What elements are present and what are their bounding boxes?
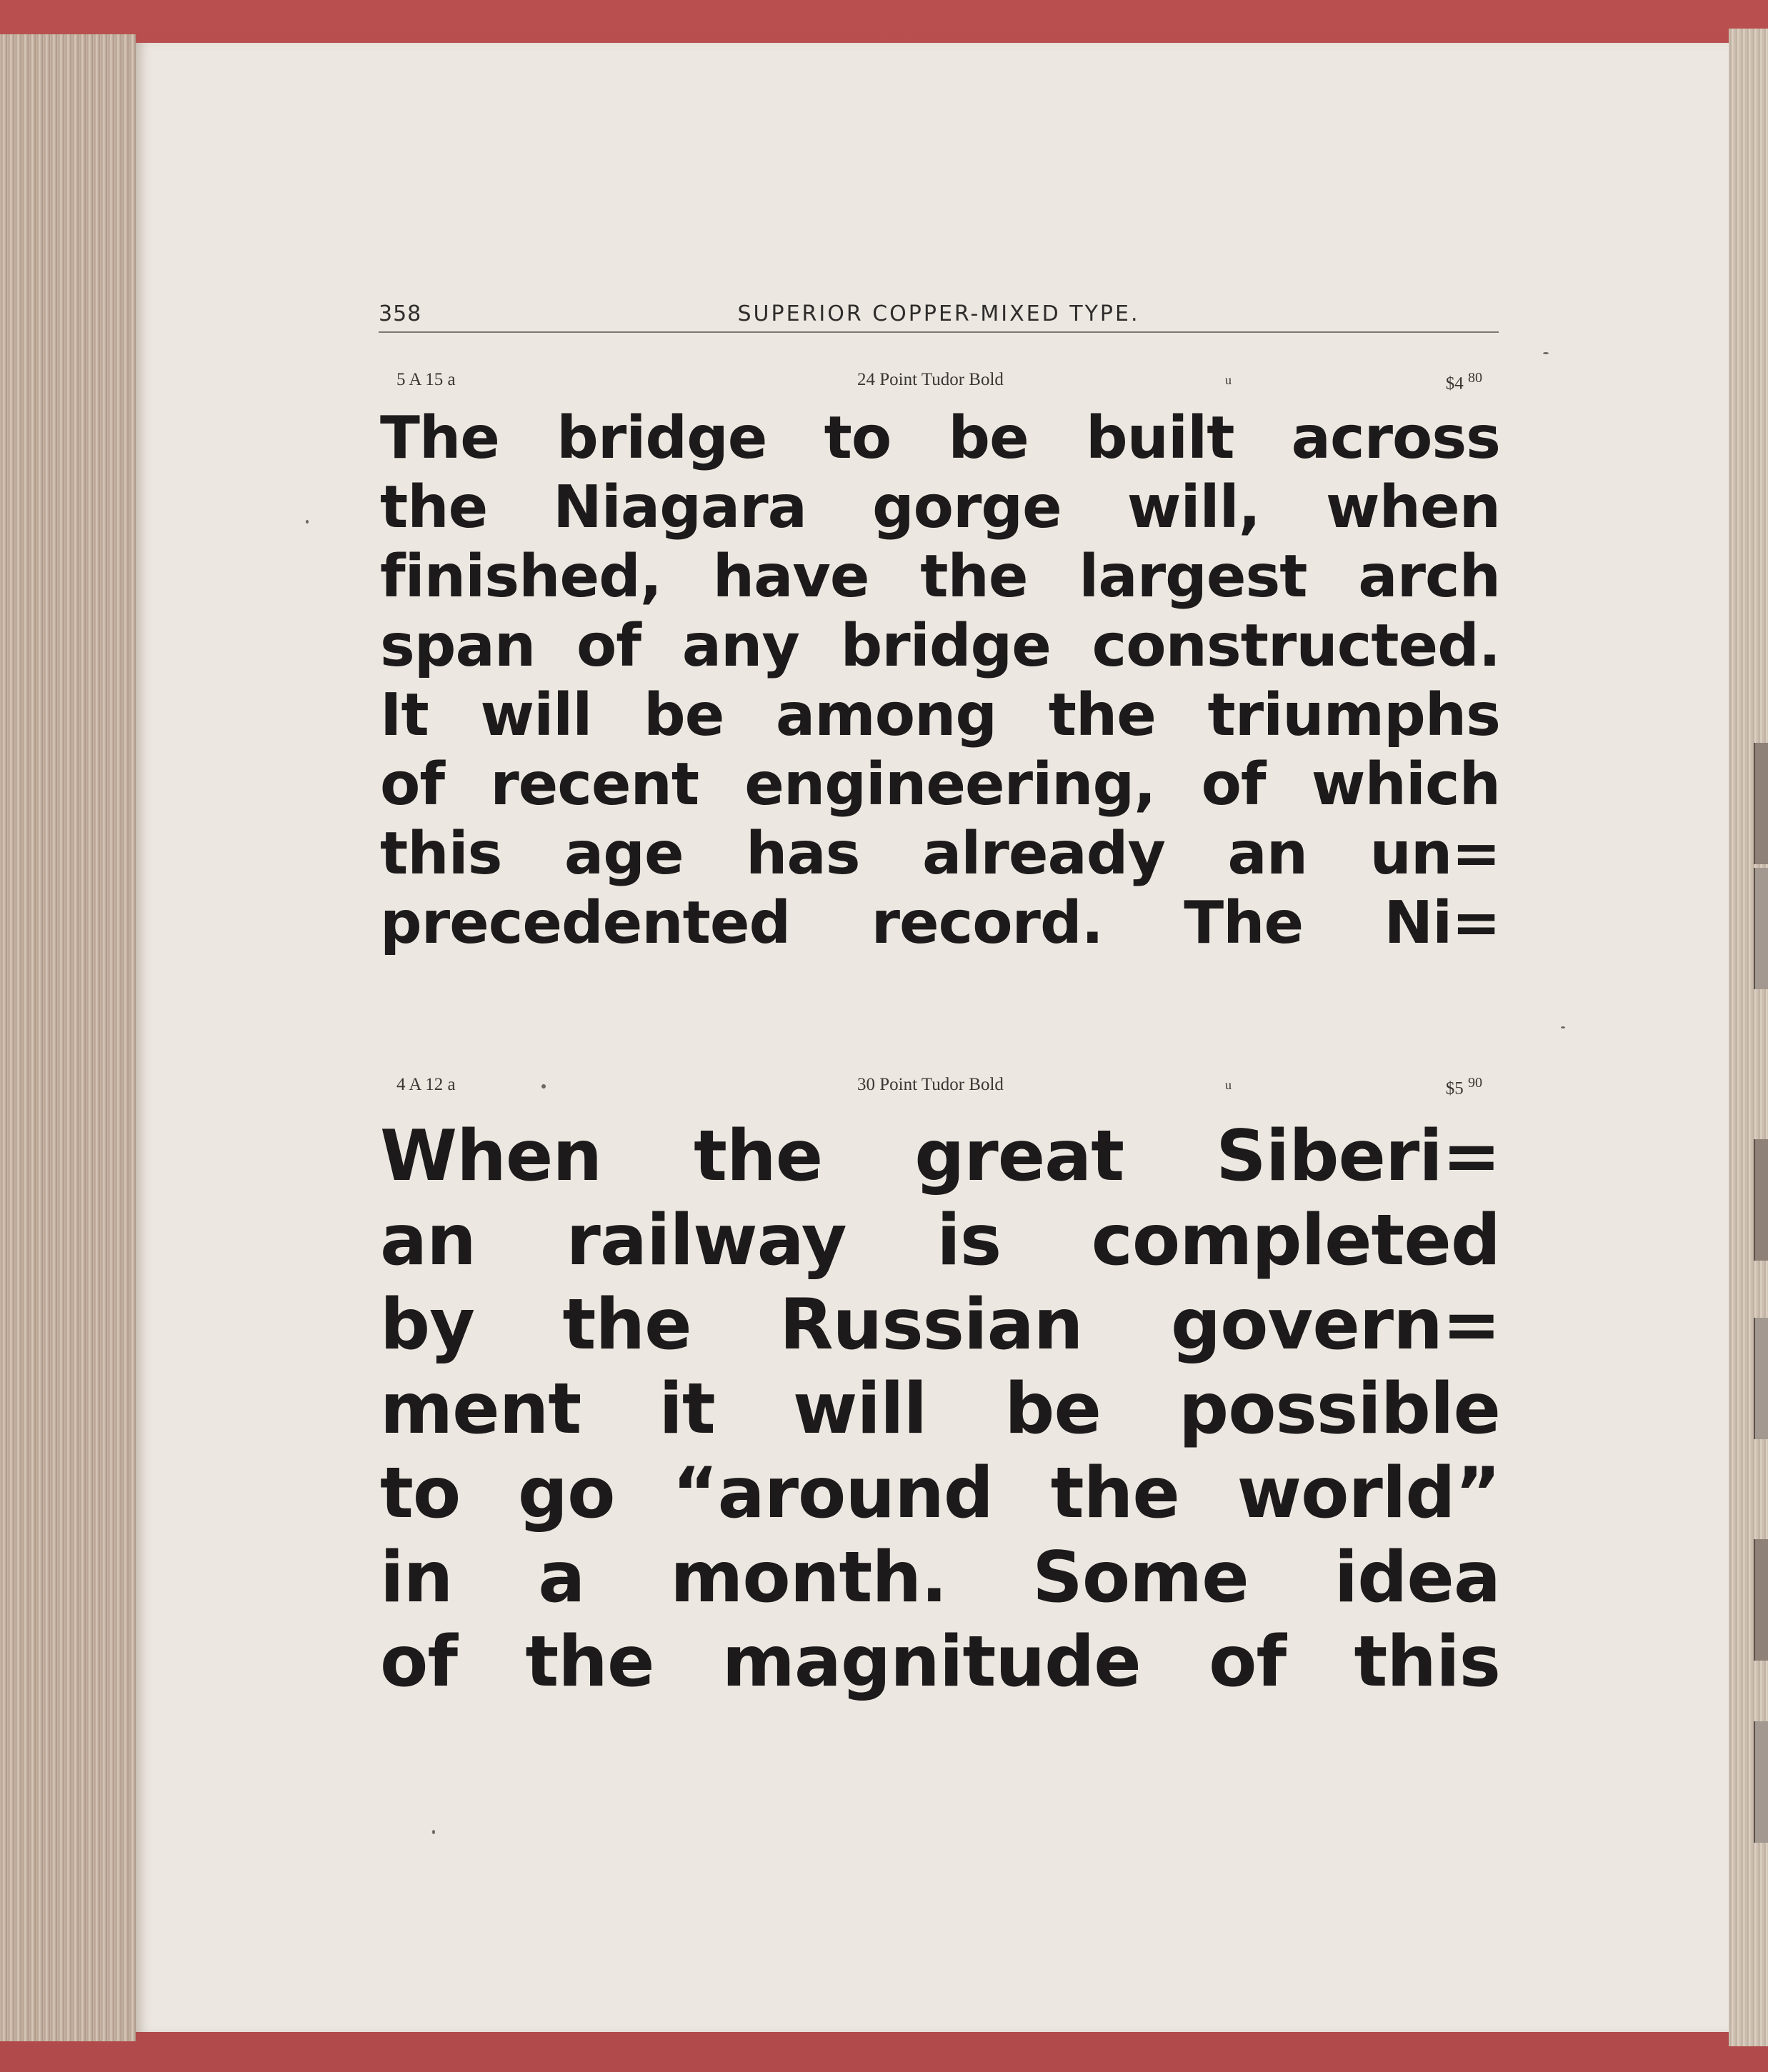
paper-speck <box>306 520 309 524</box>
font-name: 24 Point Tudor Bold <box>857 370 1004 389</box>
specimen-line: in a month. Some idea <box>380 1537 1500 1618</box>
book-page <box>136 43 1729 2032</box>
specimen-line: of recent engineering, of which <box>380 751 1500 819</box>
specimen-line: precedented record. The Ni= <box>380 889 1500 957</box>
type-specimen-30pt <box>380 1114 1500 1704</box>
specimen-line: When the great Siberi= <box>380 1116 1500 1197</box>
font-name: 30 Point Tudor Bold <box>857 1075 1004 1094</box>
specimen-spec-line <box>396 1075 1482 1099</box>
page-number: 358 <box>379 301 422 326</box>
specimen-line: by the Russian govern= <box>380 1284 1500 1366</box>
thumb-index-tab <box>1754 868 1768 989</box>
type-specimen-24pt <box>380 404 1500 958</box>
paper-speck <box>1543 352 1549 354</box>
specimen-line: The bridge to be built across <box>380 404 1500 472</box>
left-page-edges <box>0 34 136 2041</box>
page-header <box>379 300 1499 333</box>
specimen-line: ment it will be possible <box>380 1368 1500 1450</box>
font-count: 4 A 12 a <box>396 1075 456 1094</box>
specimen-line: to go “around the world” <box>380 1453 1500 1534</box>
thumb-index-tab <box>1754 1721 1768 1843</box>
specimen-line: this age has already an un= <box>380 820 1500 888</box>
specimen-spec-line <box>396 370 1482 394</box>
paper-speck <box>1561 1026 1565 1029</box>
paper-speck <box>541 1084 546 1088</box>
specimen-line: an railway is completed <box>380 1200 1500 1281</box>
thumb-index-tab <box>1754 1139 1768 1261</box>
thumb-index-tab <box>1754 743 1768 864</box>
paper-speck <box>432 1830 435 1834</box>
specimen-line: of the magnitude of this <box>380 1621 1500 1703</box>
specimen-mark: u <box>1225 373 1232 387</box>
thumb-index-tab <box>1754 1318 1768 1439</box>
font-price: $4 $^{80}$ <box>1445 370 1482 394</box>
running-title: SUPERIOR COPPER-MIXED TYPE. <box>737 301 1140 326</box>
thumb-index-tab <box>1754 1539 1768 1661</box>
specimen-line: the Niagara gorge will, when <box>380 474 1500 541</box>
font-price: $5 $^{90}$ <box>1445 1075 1482 1098</box>
specimen-mark: u <box>1225 1078 1232 1092</box>
specimen-line: span of any bridge constructed. <box>380 612 1500 680</box>
font-count: 5 A 15 a <box>396 370 456 389</box>
specimen-line: finished, have the largest arch <box>380 543 1500 611</box>
specimen-line: It will be among the triumphs <box>380 681 1500 749</box>
